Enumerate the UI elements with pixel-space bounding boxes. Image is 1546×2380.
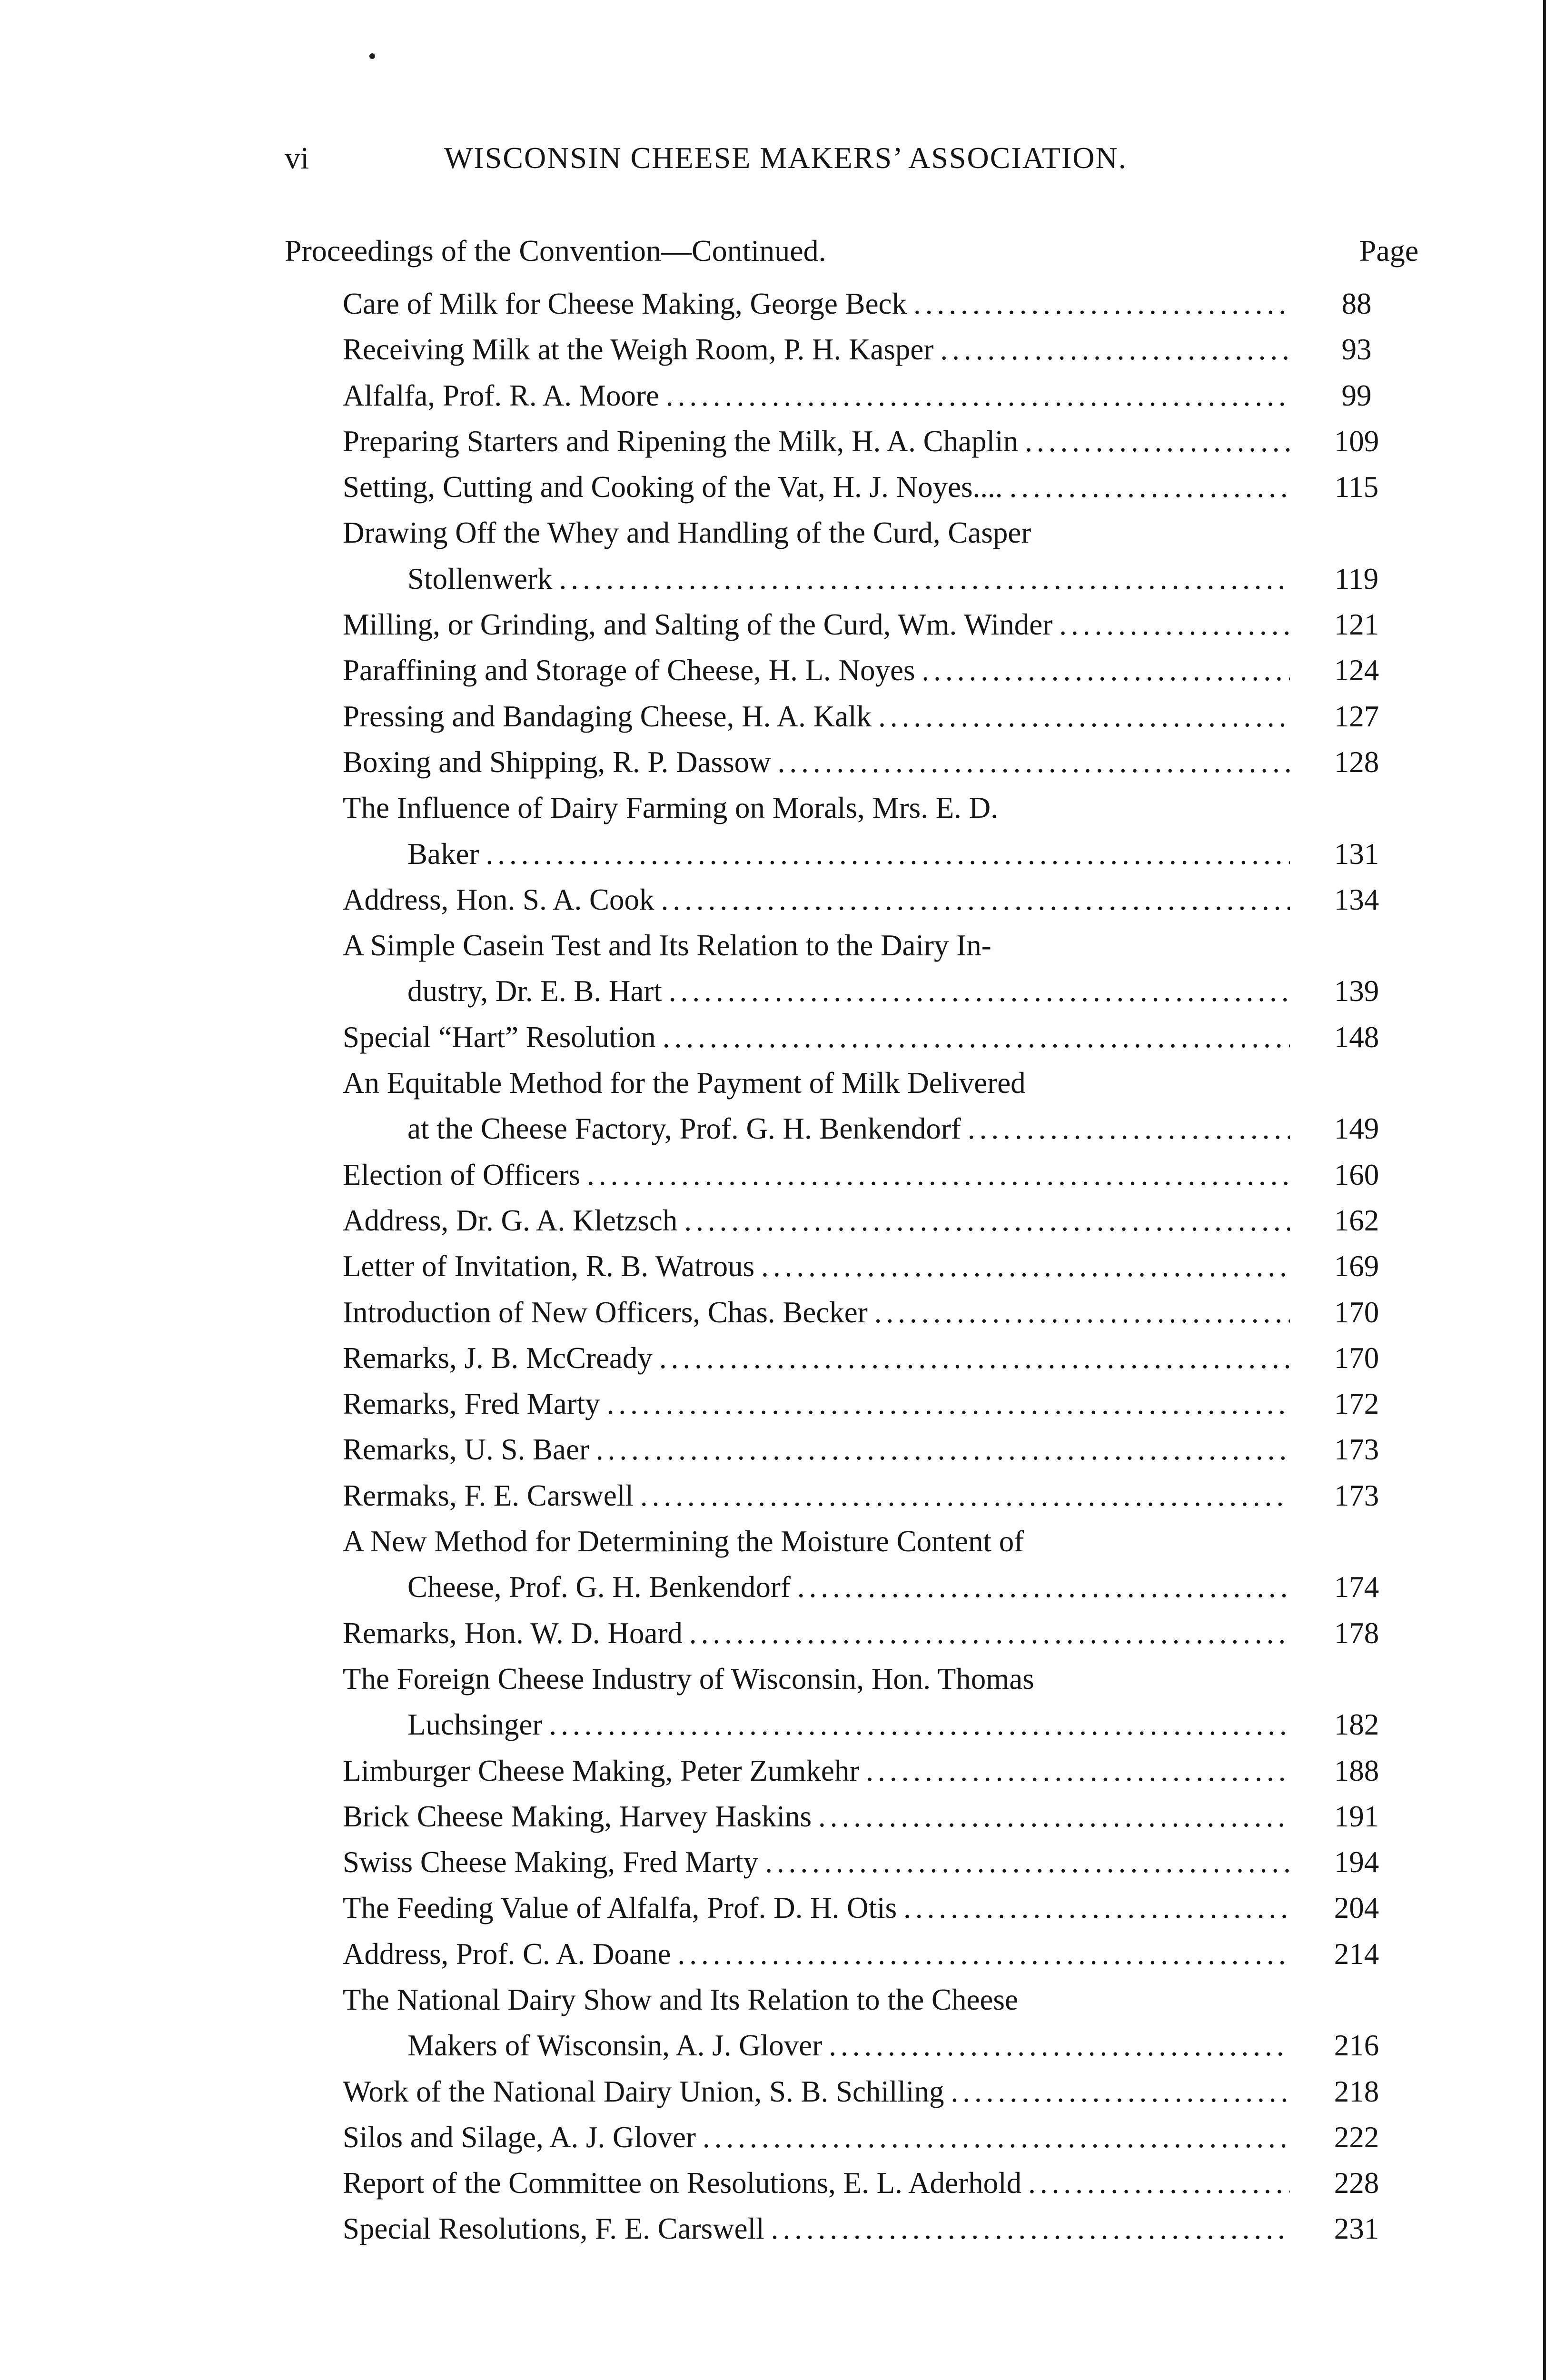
toc-entry-page: 149	[1334, 1112, 1379, 1146]
toc-entry-title	[343, 2069, 1290, 2114]
toc-entry-line	[343, 510, 1290, 555]
dot-leader	[659, 1335, 1290, 1381]
toc-entry-text: Stollenwerk	[407, 562, 553, 595]
toc-entry	[343, 281, 1423, 327]
dot-leader	[903, 1885, 1290, 1931]
toc-entry-page: 127	[1334, 699, 1379, 733]
toc-entry-title	[343, 1748, 1290, 1794]
toc-entry-text: The Feeding Value of Alfalfa, Prof. D. H. Otis	[343, 1891, 897, 1925]
toc-entry-text: Limburger Cheese Making, Peter Zumkehr	[343, 1754, 860, 1787]
toc-entry	[343, 1014, 1423, 1060]
toc-entry-line	[343, 464, 1290, 510]
toc-entry-page: 173	[1334, 1433, 1379, 1467]
toc-entry-page: 121	[1334, 608, 1379, 642]
dot-leader	[640, 1473, 1290, 1518]
toc-entry-line	[343, 2114, 1290, 2160]
dot-leader	[689, 1610, 1290, 1656]
dot-leader	[663, 1014, 1290, 1060]
toc-entry-text: Remarks, U. S. Baer	[343, 1433, 589, 1467]
dot-leader	[913, 281, 1290, 327]
toc-entry-page: 124	[1334, 654, 1379, 687]
toc-entry-text: Report of the Committee on Resolutions, E. L. Aderhold	[343, 2166, 1022, 2200]
toc-entry	[343, 1656, 1423, 1748]
toc-entry	[343, 1794, 1423, 1839]
toc-entry	[343, 1748, 1423, 1794]
toc-entry-line	[343, 1656, 1290, 1702]
toc-entry-line	[343, 785, 1290, 831]
dot-leader	[761, 1243, 1290, 1289]
toc-entry-page: 128	[1334, 745, 1379, 779]
toc-entry-page: 188	[1334, 1754, 1379, 1787]
toc-entry-text: Alfalfa, Prof. R. A. Moore	[343, 378, 659, 412]
toc-entry	[343, 1060, 1423, 1152]
dot-leader	[829, 2023, 1290, 2068]
toc-entry	[343, 877, 1423, 922]
dot-leader	[797, 1564, 1290, 1610]
toc-entry-text: Remarks, Fred Marty	[343, 1387, 600, 1421]
toc-entry	[343, 647, 1423, 693]
toc-entry	[343, 1381, 1423, 1427]
toc-entry-line	[343, 1381, 1290, 1427]
toc-entry-page: 214	[1334, 1937, 1379, 1971]
toc-entry-page: 204	[1334, 1891, 1379, 1925]
toc-entry-title	[343, 2160, 1290, 2206]
toc-entry-line	[343, 1748, 1290, 1794]
toc-entry	[343, 1610, 1423, 1656]
toc-entry-page: 194	[1334, 1845, 1379, 1879]
scan-speck	[369, 53, 375, 59]
toc-entry-line	[343, 1060, 1290, 1106]
toc-entry-line	[343, 1977, 1290, 2023]
toc-entry-text: Election of Officers	[343, 1158, 581, 1191]
toc-entry	[343, 1885, 1423, 1931]
toc-entry-title	[343, 1198, 1290, 1243]
toc-entry-line	[343, 2206, 1290, 2251]
toc-entry-page: 88	[1341, 287, 1372, 320]
toc-entry-line	[343, 373, 1290, 418]
toc-entry-text: The Foreign Cheese Industry of Wisconsin, Hon. Thomas	[343, 1662, 1034, 1696]
toc-entry-continuation	[343, 831, 1290, 877]
toc-entry-line	[343, 1014, 1290, 1060]
toc-entry-line	[343, 281, 1290, 327]
toc-entry	[343, 1335, 1423, 1381]
dot-leader	[771, 2206, 1290, 2251]
dot-leader	[878, 694, 1290, 739]
running-header	[285, 140, 1427, 193]
toc-entry	[343, 1289, 1423, 1335]
toc-entry-line	[343, 1152, 1290, 1198]
toc-entry-page: 131	[1334, 837, 1379, 871]
toc-entry-page: 169	[1334, 1250, 1379, 1283]
toc-entry-page: 119	[1334, 562, 1379, 595]
toc-entry-title	[343, 922, 1290, 1014]
toc-entry	[343, 327, 1423, 372]
toc-entry-text: Address, Prof. C. A. Doane	[343, 1937, 671, 1971]
dot-leader	[940, 327, 1290, 372]
toc-entry-text: Baker	[407, 837, 479, 871]
toc-entry-title	[343, 1610, 1290, 1656]
toc-entry-text: Brick Cheese Making, Harvey Haskins	[343, 1799, 812, 1833]
toc-entry-text: Silos and Silage, A. J. Glover	[343, 2120, 696, 2154]
toc-entry-text: Swiss Cheese Making, Fred Marty	[343, 1845, 759, 1879]
toc-entry-title	[343, 2114, 1290, 2160]
toc-entry-title	[343, 1518, 1290, 1610]
toc-entry-line	[343, 877, 1290, 922]
toc-entry-text: Special “Hart” Resolution	[343, 1020, 656, 1054]
dot-leader	[1010, 464, 1290, 510]
toc-entry-page: 99	[1341, 378, 1372, 412]
toc-entry	[343, 694, 1423, 739]
toc-entry-page: 172	[1334, 1387, 1379, 1421]
toc-entry-page: 182	[1334, 1708, 1379, 1742]
dot-leader	[1028, 2160, 1290, 2206]
toc-entry	[343, 602, 1423, 647]
toc-entry	[343, 1473, 1423, 1518]
dot-leader	[607, 1381, 1290, 1427]
toc-entry-text: Address, Hon. S. A. Cook	[343, 883, 654, 916]
toc-entry-text: Special Resolutions, F. E. Carswell	[343, 2212, 764, 2246]
toc-entry-line	[343, 694, 1290, 739]
toc-entry	[343, 739, 1423, 785]
toc-entry-title	[343, 418, 1290, 464]
toc-entry-page: 178	[1334, 1616, 1379, 1650]
toc-entry-title	[343, 1381, 1290, 1427]
toc-entry-title	[343, 1977, 1290, 2069]
toc-entry	[343, 2206, 1423, 2251]
toc-entry	[343, 1243, 1423, 1289]
toc-entry-text: dustry, Dr. E. B. Hart	[407, 974, 662, 1008]
toc-entry-continuation	[343, 968, 1290, 1014]
toc-entry-title	[343, 1794, 1290, 1839]
toc-entry-page: 173	[1334, 1478, 1379, 1512]
toc-entry	[343, 1931, 1423, 1977]
toc-entry-line	[343, 1198, 1290, 1243]
toc-entry-title	[343, 1885, 1290, 1931]
toc-entry-continuation	[343, 1106, 1290, 1151]
toc-entry-text: An Equitable Method for the Payment of Milk Delivered	[343, 1066, 1026, 1100]
dot-leader	[684, 1198, 1290, 1243]
toc-entry-title	[343, 1931, 1290, 1977]
toc-entry-title	[343, 1839, 1290, 1885]
dot-leader	[661, 877, 1290, 922]
dot-leader	[874, 1289, 1290, 1335]
toc-entry-page: 148	[1334, 1020, 1379, 1054]
toc-entry-page: 160	[1334, 1158, 1379, 1191]
toc-entry-page: 174	[1334, 1570, 1379, 1604]
section-heading	[285, 233, 1427, 281]
toc-entry	[343, 2069, 1423, 2114]
toc-entry-title	[343, 373, 1290, 418]
dot-leader	[818, 1794, 1290, 1839]
toc-entry	[343, 2114, 1423, 2160]
toc-entry-title	[343, 281, 1290, 327]
toc-entry-title	[343, 602, 1290, 647]
dot-leader	[922, 647, 1290, 693]
toc-entry	[343, 1427, 1423, 1472]
dot-leader	[677, 1931, 1290, 1977]
toc-entry-text: Cheese, Prof. G. H. Benkendorf	[407, 1570, 791, 1604]
toc-entry-page: 162	[1334, 1203, 1379, 1237]
dot-leader	[778, 739, 1290, 785]
toc-entry-title	[343, 1335, 1290, 1381]
toc-entry-page: 170	[1334, 1295, 1379, 1329]
toc-entry-page: 134	[1334, 883, 1379, 916]
toc-entry-text: Receiving Milk at the Weigh Room, P. H. Kasper	[343, 333, 934, 367]
toc-entry-title	[343, 1014, 1290, 1060]
toc-entry-title	[343, 877, 1290, 922]
toc-entry-line	[343, 1427, 1290, 1472]
toc-entry-title	[343, 1473, 1290, 1518]
toc-entry-continuation	[343, 1564, 1290, 1610]
toc-entry-line	[343, 1794, 1290, 1839]
toc-entry-text: The National Dairy Show and Its Relation to the Cheese	[343, 1983, 1018, 2016]
running-title: WISCONSIN CHEESE MAKERS’ ASSOCIATION.	[444, 141, 1127, 175]
toc-entry-text: Introduction of New Officers, Chas. Becker	[343, 1295, 868, 1329]
toc-entry-title	[343, 1060, 1290, 1152]
dot-leader	[587, 1152, 1290, 1198]
toc-entry-line	[343, 1885, 1290, 1931]
toc-entry-line	[343, 1518, 1290, 1564]
section-title: Proceedings of the Convention—Continued.	[285, 234, 826, 268]
toc-entry-title	[343, 1289, 1290, 1335]
dot-leader	[559, 556, 1290, 602]
toc-entry-text: Pressing and Bandaging Cheese, H. A. Kalk	[343, 699, 872, 733]
toc-entry-text: Luchsinger	[407, 1708, 543, 1742]
dot-leader	[968, 1106, 1290, 1151]
toc-entry-text: Work of the National Dairy Union, S. B. Schilling	[343, 2074, 944, 2108]
toc-entry-page: 231	[1334, 2212, 1379, 2246]
toc-entry-text: Milling, or Grinding, and Salting of the Curd, Wm. Winder	[343, 608, 1053, 642]
toc-entry-line	[343, 739, 1290, 785]
toc-entry-text: A New Method for Determining the Moisture Content of	[343, 1525, 1024, 1558]
toc-entry-page: 216	[1334, 2029, 1379, 2063]
dot-leader	[765, 1839, 1290, 1885]
toc-entry-title	[343, 2206, 1290, 2251]
dot-leader	[669, 968, 1290, 1014]
toc-entry-continuation	[343, 556, 1290, 602]
toc-entry-line	[343, 1610, 1290, 1656]
toc-entry-text: Address, Dr. G. A. Kletzsch	[343, 1203, 678, 1237]
toc-entry	[343, 418, 1423, 464]
toc-entry-line	[343, 922, 1290, 968]
dot-leader	[549, 1702, 1290, 1747]
toc-entry-page: 222	[1334, 2120, 1379, 2154]
toc-entry-page: 93	[1341, 333, 1372, 367]
toc-entry-text: Preparing Starters and Ripening the Milk, H. A. Chaplin	[343, 424, 1019, 458]
toc-entry	[343, 1198, 1423, 1243]
toc-entry-page: 191	[1334, 1799, 1379, 1833]
toc-entry-text: Boxing and Shipping, R. P. Dassow	[343, 745, 771, 779]
toc-entry-title	[343, 510, 1290, 602]
toc-entry	[343, 1152, 1423, 1198]
toc-entry-title	[343, 1656, 1290, 1748]
dot-leader	[703, 2114, 1290, 2160]
toc-entry-page: 109	[1334, 424, 1379, 458]
toc-entry-title	[343, 1152, 1290, 1198]
toc-entry-line	[343, 1931, 1290, 1977]
toc-entry-text: Setting, Cutting and Cooking of the Vat, H. J. Noyes....	[343, 470, 1003, 504]
toc-entry-text: Paraffining and Storage of Cheese, H. L. Noyes	[343, 654, 915, 687]
toc-entry-title	[343, 739, 1290, 785]
toc-entry	[343, 1518, 1423, 1610]
scan-edge	[1543, 0, 1546, 2380]
toc-entry-text: Rermaks, F. E. Carswell	[343, 1478, 634, 1512]
toc-entry-line	[343, 602, 1290, 647]
toc-entry-line	[343, 2160, 1290, 2206]
toc-entry-text: Makers of Wisconsin, A. J. Glover	[407, 2029, 823, 2063]
toc-entry-title	[343, 694, 1290, 739]
toc-entry-page: 115	[1334, 470, 1379, 504]
toc-entry-text: at the Cheese Factory, Prof. G. H. Benkendorf	[407, 1112, 961, 1146]
toc-entry-text: Letter of Invitation, R. B. Watrous	[343, 1250, 755, 1283]
table-of-contents	[343, 281, 1423, 2252]
toc-entry-text: Care of Milk for Cheese Making, George Beck	[343, 287, 907, 320]
dot-leader	[1025, 418, 1290, 464]
toc-entry-text: Remarks, Hon. W. D. Hoard	[343, 1616, 683, 1650]
toc-entry-line	[343, 1289, 1290, 1335]
toc-entry-title	[343, 647, 1290, 693]
toc-entry-line	[343, 1243, 1290, 1289]
dot-leader	[666, 373, 1290, 418]
dot-leader	[596, 1427, 1290, 1472]
toc-entry-line	[343, 2069, 1290, 2114]
toc-entry-page: 218	[1334, 2074, 1379, 2108]
toc-entry-line	[343, 327, 1290, 372]
toc-entry	[343, 922, 1423, 1014]
toc-entry-text: Drawing Off the Whey and Handling of the Curd, Casper	[343, 516, 1031, 550]
toc-entry-title	[343, 464, 1290, 510]
toc-entry-line	[343, 418, 1290, 464]
toc-entry-line	[343, 647, 1290, 693]
toc-entry	[343, 464, 1423, 510]
toc-entry	[343, 1977, 1423, 2069]
toc-entry-text: The Influence of Dairy Farming on Morals, Mrs. E. D.	[343, 791, 998, 825]
toc-entry-page: 170	[1334, 1341, 1379, 1375]
toc-entry	[343, 2160, 1423, 2206]
page-column-label: Page	[1359, 234, 1419, 268]
toc-entry-title	[343, 1427, 1290, 1472]
dot-leader	[951, 2069, 1290, 2114]
toc-entry-title	[343, 1243, 1290, 1289]
toc-entry-title	[343, 327, 1290, 372]
toc-entry-line	[343, 1335, 1290, 1381]
toc-entry-continuation	[343, 2023, 1290, 2068]
toc-entry	[343, 510, 1423, 602]
toc-entry-page: 139	[1334, 974, 1379, 1008]
toc-entry	[343, 785, 1423, 877]
toc-entry-continuation	[343, 1702, 1290, 1747]
toc-entry-text: Remarks, J. B. McCready	[343, 1341, 653, 1375]
page-number: vi	[285, 141, 309, 176]
toc-entry	[343, 1839, 1423, 1885]
toc-entry-text: A Simple Casein Test and Its Relation to the Dairy In-	[343, 929, 991, 962]
dot-leader	[486, 831, 1290, 877]
dot-leader	[1059, 602, 1290, 647]
toc-entry-page: 228	[1334, 2166, 1379, 2200]
toc-entry-line	[343, 1473, 1290, 1518]
toc-entry-title	[343, 785, 1290, 877]
toc-entry	[343, 373, 1423, 418]
dot-leader	[866, 1748, 1290, 1794]
toc-entry-line	[343, 1839, 1290, 1885]
